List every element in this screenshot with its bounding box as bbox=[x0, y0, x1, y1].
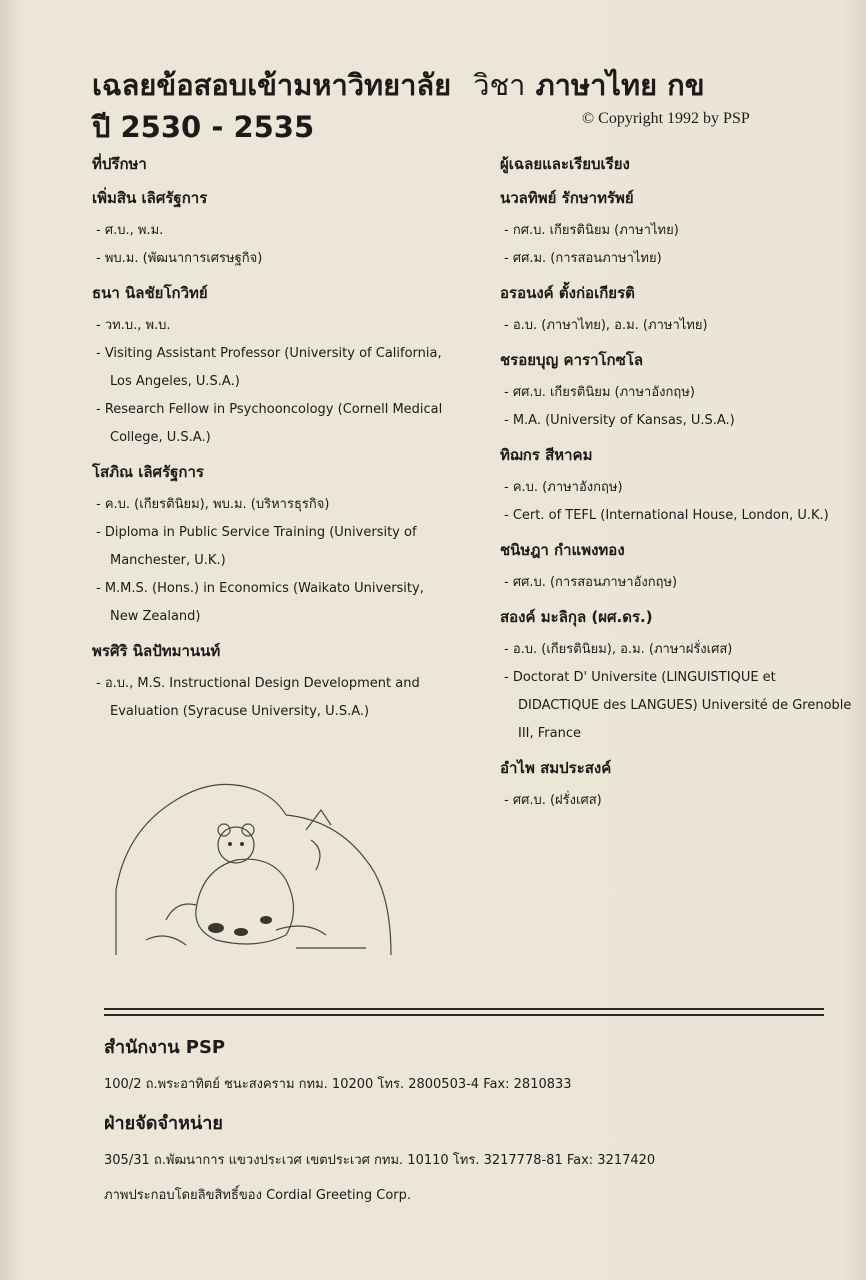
person-credential: - อ.บ. (เกียรตินิยม), อ.ม. (ภาษาฝรั่งเศส) bbox=[500, 636, 860, 664]
person-name: เพิ่มสิน เลิศรัฐการ bbox=[92, 189, 208, 207]
publisher-footer bbox=[104, 1032, 834, 1219]
person-credential: - ค.บ. (เกียรตินิยม), พบ.ม. (บริหารธุรกิจ) bbox=[92, 491, 452, 519]
person-entry bbox=[500, 348, 860, 435]
person-name: ชรอยบุญ คาราโกซโล bbox=[500, 351, 644, 369]
authors-list bbox=[500, 186, 860, 815]
person-name: สองค์ มะลิกุล (ผศ.ดร.) bbox=[500, 608, 653, 626]
person-name: อรอนงค์ ตั้งก่อเกียรติ bbox=[500, 284, 635, 302]
person-credential: - ศศ.บ. เกียรตินิยม (ภาษาอังกฤษ) bbox=[500, 379, 860, 407]
person-credential: - Visiting Assistant Professor (University of California, Los Angeles, U.S.A.) bbox=[92, 340, 452, 396]
person-credential: - อ.บ. (ภาษาไทย), อ.ม. (ภาษาไทย) bbox=[500, 312, 860, 340]
book-title bbox=[92, 62, 822, 108]
person-name: โสภิณ เลิศรัฐการ bbox=[92, 463, 204, 481]
person-credential: - Research Fellow in Psychooncology (Cornell Medical College, U.S.A.) bbox=[92, 396, 452, 452]
person-name: นวลทิพย์ รักษาทรัพย์ bbox=[500, 189, 634, 207]
authors-heading: ผู้เฉลยและเรียบเรียง bbox=[500, 155, 630, 173]
title-main: เฉลยข้อสอบเข้ามหาวิทยาลัย bbox=[92, 68, 452, 102]
person-credential: - Doctorat D' Universite (LINGUISTIQUE et DIDACTIQUE des LANGUES) Université de Grenoble III, France bbox=[500, 664, 860, 748]
subject-name: ภาษาไทย กข bbox=[535, 68, 705, 102]
person-name: ธนา นิลชัยโกวิทย์ bbox=[92, 284, 208, 302]
person-name: ชนิษฎา กำแพงทอง bbox=[500, 541, 625, 559]
person-entry bbox=[92, 460, 452, 631]
office-heading: สำนักงาน PSP bbox=[104, 1037, 226, 1058]
person-entry bbox=[92, 281, 452, 452]
person-credential: - Cert. of TEFL (International House, London, U.K.) bbox=[500, 502, 860, 530]
person-entry bbox=[500, 756, 860, 815]
illustration-credit: ภาพประกอบโดยลิขสิทธิ์ของ Cordial Greeting Corp. bbox=[104, 1188, 412, 1203]
person-entry bbox=[92, 186, 452, 273]
advisors-heading: ที่ปรึกษา bbox=[92, 155, 147, 173]
person-credential: - กศ.บ. เกียรตินิยม (ภาษาไทย) bbox=[500, 217, 860, 245]
person-entry bbox=[500, 281, 860, 340]
bear-illustration bbox=[106, 770, 396, 960]
office-address: 100/2 ถ.พระอาทิตย์ ชนะสงคราม กทม. 10200 โทร. 2800503-4 Fax: 2810833 bbox=[104, 1077, 572, 1092]
person-credential: - ศศ.บ. (ฝรั่งเศส) bbox=[500, 787, 860, 815]
subject-prefix: วิชา bbox=[473, 68, 526, 102]
distribution-heading: ฝ่ายจัดจำหน่าย bbox=[104, 1113, 223, 1134]
person-credential: - M.A. (University of Kansas, U.S.A.) bbox=[500, 407, 860, 435]
footer-divider bbox=[104, 1008, 824, 1020]
person-credential: - Diploma in Public Service Training (University of Manchester, U.K.) bbox=[92, 519, 452, 575]
advisors-list bbox=[92, 186, 452, 726]
person-credential: - ศศ.ม. (การสอนภาษาไทย) bbox=[500, 245, 860, 273]
exam-years: ปี 2530 - 2535 bbox=[92, 110, 315, 144]
advisors-column bbox=[92, 152, 452, 734]
distribution-address: 305/31 ถ.พัฒนาการ แขวงประเวศ เขตประเวศ กทม. 10110 โทร. 3217778-81 Fax: 3217420 bbox=[104, 1153, 656, 1168]
person-credential: - ศศ.บ. (การสอนภาษาอังกฤษ) bbox=[500, 569, 860, 597]
person-entry bbox=[92, 639, 452, 726]
person-entry bbox=[500, 186, 860, 273]
person-credential: - วท.บ., พ.บ. bbox=[92, 312, 452, 340]
person-name: ทิฌกร สีหาคม bbox=[500, 446, 593, 464]
person-entry bbox=[500, 538, 860, 597]
person-credential: - M.M.S. (Hons.) in Economics (Waikato University, New Zealand) bbox=[92, 575, 452, 631]
person-entry bbox=[500, 605, 860, 748]
copyright-notice: © Copyright 1992 by PSP bbox=[582, 110, 750, 127]
person-name: พรศิริ นิลปัทมานนท์ bbox=[92, 642, 221, 660]
person-credential: - อ.บ., M.S. Instructional Design Development and Evaluation (Syracuse University, U.S.A.) bbox=[92, 670, 452, 726]
person-credential: - ค.บ. (ภาษาอังกฤษ) bbox=[500, 474, 860, 502]
person-entry bbox=[500, 443, 860, 530]
person-name: อำไพ สมประสงค์ bbox=[500, 759, 612, 777]
person-credential: - พบ.ม. (พัฒนาการเศรษฐกิจ) bbox=[92, 245, 452, 273]
person-credential: - ศ.บ., พ.ม. bbox=[92, 217, 452, 245]
authors-column bbox=[500, 152, 860, 823]
